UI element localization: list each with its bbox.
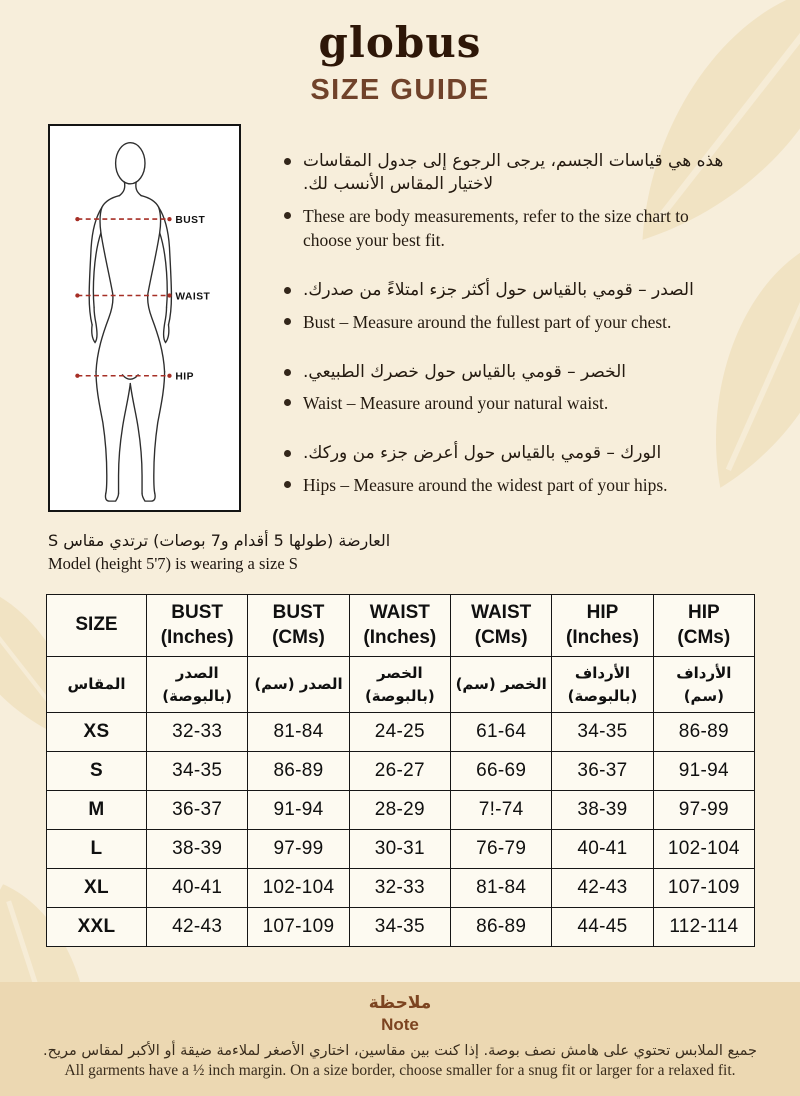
value-cell: 61-64 xyxy=(450,713,551,752)
value-cell: 40-41 xyxy=(147,869,248,908)
value-cell: 86-89 xyxy=(450,908,551,947)
value-cell: 36-37 xyxy=(147,791,248,830)
value-cell: 24-25 xyxy=(349,713,450,752)
value-cell: 34-35 xyxy=(349,908,450,947)
value-cell: 97-99 xyxy=(248,830,349,869)
value-cell: 34-35 xyxy=(552,713,653,752)
col-size-ar: المقاس xyxy=(47,657,147,713)
instruction-group-bust xyxy=(284,279,728,334)
value-cell: 107-109 xyxy=(248,908,349,947)
instruction-ar xyxy=(284,279,728,302)
bullet-icon xyxy=(284,287,291,294)
instruction-ar xyxy=(284,361,728,384)
instruction-en xyxy=(284,204,728,252)
col-hip-cms-ar: الأرداف (سم) xyxy=(653,657,754,713)
size-row-xs xyxy=(47,713,755,752)
size-cell: XS xyxy=(47,713,147,752)
value-cell: 66-69 xyxy=(450,752,551,791)
instruction-group-waist xyxy=(284,361,728,416)
value-cell: 42-43 xyxy=(552,869,653,908)
note-section xyxy=(0,982,800,1096)
value-cell: 91-94 xyxy=(248,791,349,830)
size-cell: XL xyxy=(47,869,147,908)
waist-label: WAIST xyxy=(175,291,211,303)
value-cell: 86-89 xyxy=(248,752,349,791)
table-header-row-ar xyxy=(47,657,755,713)
col-waist-inches-ar: الخصر (بالبوصة) xyxy=(349,657,450,713)
bullet-icon xyxy=(284,481,291,488)
value-cell: 26-27 xyxy=(349,752,450,791)
value-cell: 38-39 xyxy=(552,791,653,830)
value-cell: 40-41 xyxy=(552,830,653,869)
size-row-s xyxy=(47,752,755,791)
body-measurement-figure xyxy=(48,124,241,512)
instruction-en xyxy=(284,310,728,334)
value-cell: 32-33 xyxy=(147,713,248,752)
bullet-icon xyxy=(284,450,291,457)
table-header-row-en xyxy=(47,595,755,657)
size-cell: L xyxy=(47,830,147,869)
brand-logo: globus xyxy=(318,18,482,67)
value-cell: 86-89 xyxy=(653,713,754,752)
size-row-m xyxy=(47,791,755,830)
col-bust-cms-en: BUST (CMs) xyxy=(248,595,349,657)
col-hip-cms-en: HIP (CMs) xyxy=(653,595,754,657)
col-waist-cms-en: WAIST (CMs) xyxy=(450,595,551,657)
value-cell: 36-37 xyxy=(552,752,653,791)
size-row-xl xyxy=(47,869,755,908)
value-cell: 102-104 xyxy=(248,869,349,908)
size-row-xxl xyxy=(47,908,755,947)
instruction-text-ar: الخصر – قومي بالقياس حول خصرك الطبيعي. xyxy=(303,361,627,382)
instruction-text-en: These are body measurements, refer to the size chart to choose your best fit. xyxy=(303,205,689,251)
value-cell: 91-94 xyxy=(653,752,754,791)
size-row-l xyxy=(47,830,755,869)
instruction-group-hip xyxy=(284,442,728,497)
col-hip-inches-en: HIP (Inches) xyxy=(552,595,653,657)
measurement-instructions xyxy=(284,150,728,524)
note-body-ar: جميع الملابس تحتوي على هامش نصف بوصة. إذا كنت بين مقاسين، اختاري الأصغر لملاءمة ضيقة أو الأكبر لمقاس مريح. xyxy=(43,1043,757,1059)
body-outline xyxy=(89,143,171,501)
instruction-en xyxy=(284,391,728,415)
col-waist-cms-ar: الخصر (سم) xyxy=(450,657,551,713)
col-bust-inches-ar: الصدر (بالبوصة) xyxy=(147,657,248,713)
model-note-ar: العارضة (طولها 5 أقدام و7 بوصات) ترتدي مقاس S xyxy=(48,531,391,550)
instruction-ar xyxy=(284,150,728,197)
value-cell: 32-33 xyxy=(349,869,450,908)
instruction-ar xyxy=(284,442,728,465)
value-cell: 7!-74 xyxy=(450,791,551,830)
value-cell: 81-84 xyxy=(450,869,551,908)
value-cell: 107-109 xyxy=(653,869,754,908)
value-cell: 42-43 xyxy=(147,908,248,947)
hip-label: HIP xyxy=(175,371,194,383)
instruction-text-en: Hips – Measure around the widest part of your hips. xyxy=(303,474,668,495)
bullet-icon xyxy=(284,158,291,165)
value-cell: 76-79 xyxy=(450,830,551,869)
value-cell: 30-31 xyxy=(349,830,450,869)
value-cell: 38-39 xyxy=(147,830,248,869)
bullet-icon xyxy=(284,369,291,376)
value-cell: 34-35 xyxy=(147,752,248,791)
value-cell: 81-84 xyxy=(248,713,349,752)
instruction-text-ar: هذه هي قياسات الجسم، يرجى الرجوع إلى جدول المقاسات لاختيار المقاس الأنسب لك. xyxy=(303,151,724,195)
bullet-icon xyxy=(284,318,291,325)
size-cell: M xyxy=(47,791,147,830)
bullet-icon xyxy=(284,399,291,406)
note-body-en: All garments have a ½ inch margin. On a size border, choose smaller for a snug fit or larger for a relaxed fit. xyxy=(64,1062,736,1079)
value-cell: 102-104 xyxy=(653,830,754,869)
note-title-ar: ملاحظة xyxy=(368,993,432,1013)
model-size-note xyxy=(48,531,390,574)
col-bust-cms-ar: الصدر (سم) xyxy=(248,657,349,713)
note-title-en: Note xyxy=(381,1015,419,1034)
value-cell: 97-99 xyxy=(653,791,754,830)
model-note-en: Model (height 5'7) is wearing a size S xyxy=(48,554,298,573)
bust-label: BUST xyxy=(175,215,206,227)
col-waist-inches-en: WAIST (Inches) xyxy=(349,595,450,657)
instruction-group-general xyxy=(284,150,728,252)
body-figure-svg xyxy=(50,126,239,510)
page-title: SIZE GUIDE xyxy=(310,74,490,106)
col-size-en: SIZE xyxy=(47,595,147,657)
instruction-en xyxy=(284,473,728,497)
bullet-icon xyxy=(284,212,291,219)
size-cell: XXL xyxy=(47,908,147,947)
size-table xyxy=(46,594,755,947)
col-bust-inches-en: BUST (Inches) xyxy=(147,595,248,657)
col-hip-inches-ar: الأرداف (بالبوصة) xyxy=(552,657,653,713)
value-cell: 28-29 xyxy=(349,791,450,830)
instruction-text-ar: الورك – قومي بالقياس حول أعرض جزء من وركك. xyxy=(303,443,662,464)
size-cell: S xyxy=(47,752,147,791)
value-cell: 44-45 xyxy=(552,908,653,947)
instruction-text-en: Waist – Measure around your natural waist. xyxy=(303,393,609,414)
instruction-text-ar: الصدر – قومي بالقياس حول أكثر جزء امتلاءً من صدرك. xyxy=(303,280,694,301)
instruction-text-en: Bust – Measure around the fullest part of your chest. xyxy=(303,311,672,332)
value-cell: 112-114 xyxy=(653,908,754,947)
